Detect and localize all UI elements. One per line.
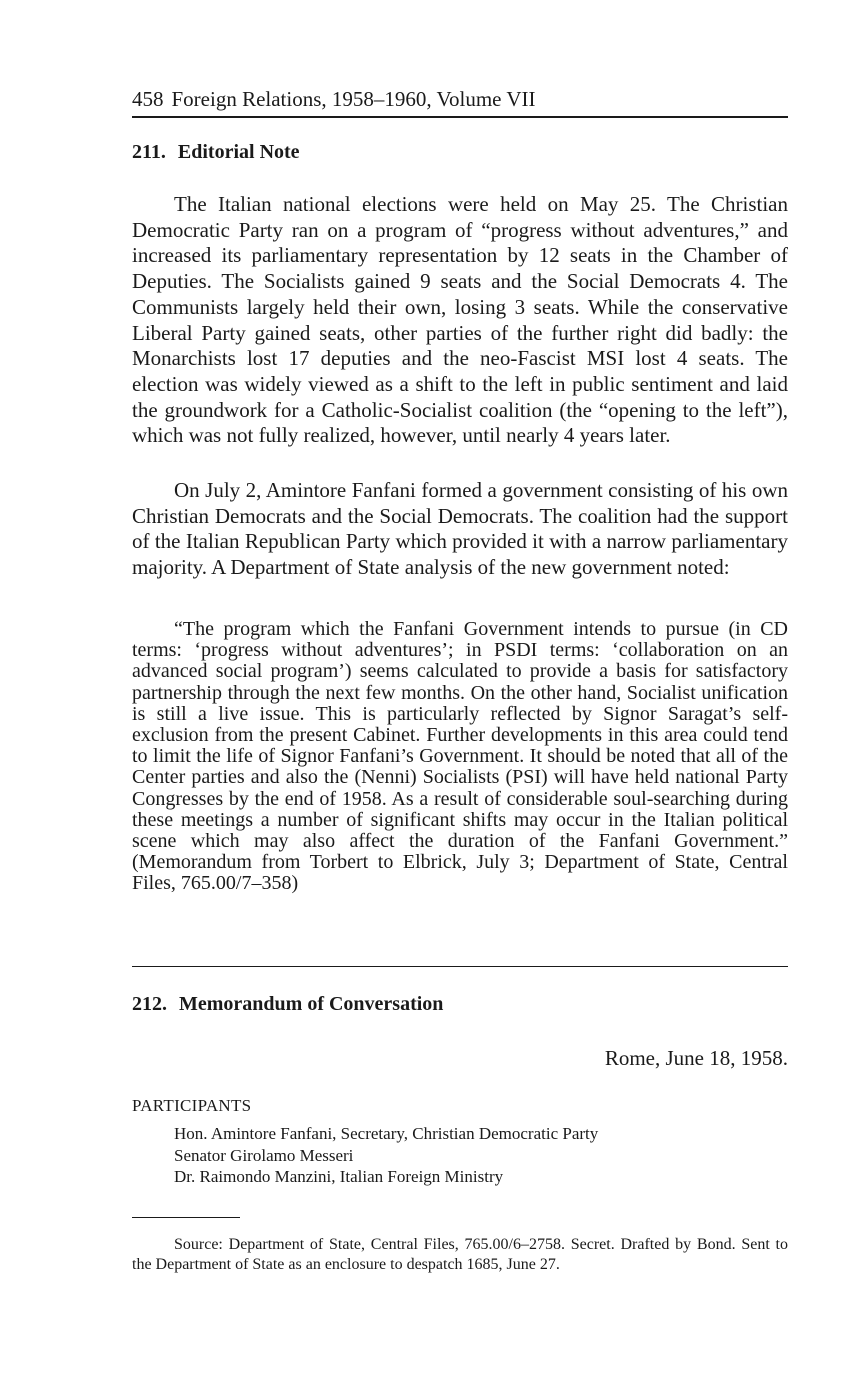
participant: Dr. Raimondo Manzini, Italian Foreign Ministry [174, 1167, 504, 1186]
participant: Senator Girolamo Messeri [174, 1145, 354, 1165]
participants-label: PARTICIPANTS [132, 1096, 252, 1115]
dateline: Rome, June 18, 1958. [604, 1046, 788, 1070]
participant: Hon. Amintore Fanfani, Secretary, Christian Democratic Party [174, 1124, 599, 1143]
quoted-analysis: “The program which the Fanfani Government intends to pursue (in CD terms: ‘progress without adventures’; in PSDI terms: ‘collaboration on an advanced social program’) seems calculated to provide a basis for satisfactory partnership through the next few months. On the other hand, Socialist unification is still a live issue. This is particularly reflected by Signor Saragat’s self-exclusion from the present Cabinet. Further developments in this area could tend to limit the life of Signor Fanfani’s Government. It should be noted that all of the Center parties and also the (Nenni) Socialists (PSI) will have held national Party Congresses by the end of 1958. As a result of considerable soul-searching during these meetings a number of significant shifts may occur in the Italian political scene which may also affect the duration of the Fanfani Government.” (Memorandum from Torbert to Elbrick, July 3; Department of State, Central Files, 765.00/7–358) [132, 618, 788, 895]
document-number: 212. [132, 993, 167, 1015]
footnote-rule [132, 1217, 240, 1218]
page-number: 458 [132, 87, 164, 111]
source-footnote: Source: Department of State, Central Files, 765.00/6–2758. Secret. Drafted by Bond. Sent to the Department of State as an enclosure to despatch 1685, June 27. [132, 1236, 788, 1273]
document-211-heading [132, 139, 788, 165]
document-212-heading [132, 991, 788, 1017]
section-divider [132, 966, 788, 967]
document-title: Memorandum of Conversation [179, 993, 444, 1015]
series-title: Foreign Relations, 1958–1960, Volume VII [171, 87, 536, 111]
editorial-paragraph-1: The Italian national elections were held on May 25. The Christian Democratic Party ran on a program of “progress without adventures,” and increased its parliamentary representation by 12 seats in the Chamber of Deputies. The Socialists gained 9 seats and the Social Democrats 4. The Communists largely held their own, losing 3 seats. While the conservative Liberal Party gained seats, other parties of the further right did badly: the Monarchists lost 17 deputies and the neo-Fascist MSI lost 4 seats. The election was widely viewed as a shift to the left in public sentiment and laid the groundwork for a Catholic-Socialist coalition (the “opening to the left”), which was not fully realized, however, until nearly 4 years later. [132, 192, 788, 448]
running-header [132, 84, 788, 118]
editorial-paragraph-2: On July 2, Amintore Fanfani formed a government consisting of his own Christian Democrats and the Social Democrats. The coalition had the support of the Italian Republican Party which provided it with a narrow parliamentary majority. A Department of State analysis of the new government noted: [132, 478, 788, 580]
document-number: 211. [132, 141, 166, 163]
document-title: Editorial Note [177, 141, 300, 163]
participants-list [174, 1123, 598, 1188]
